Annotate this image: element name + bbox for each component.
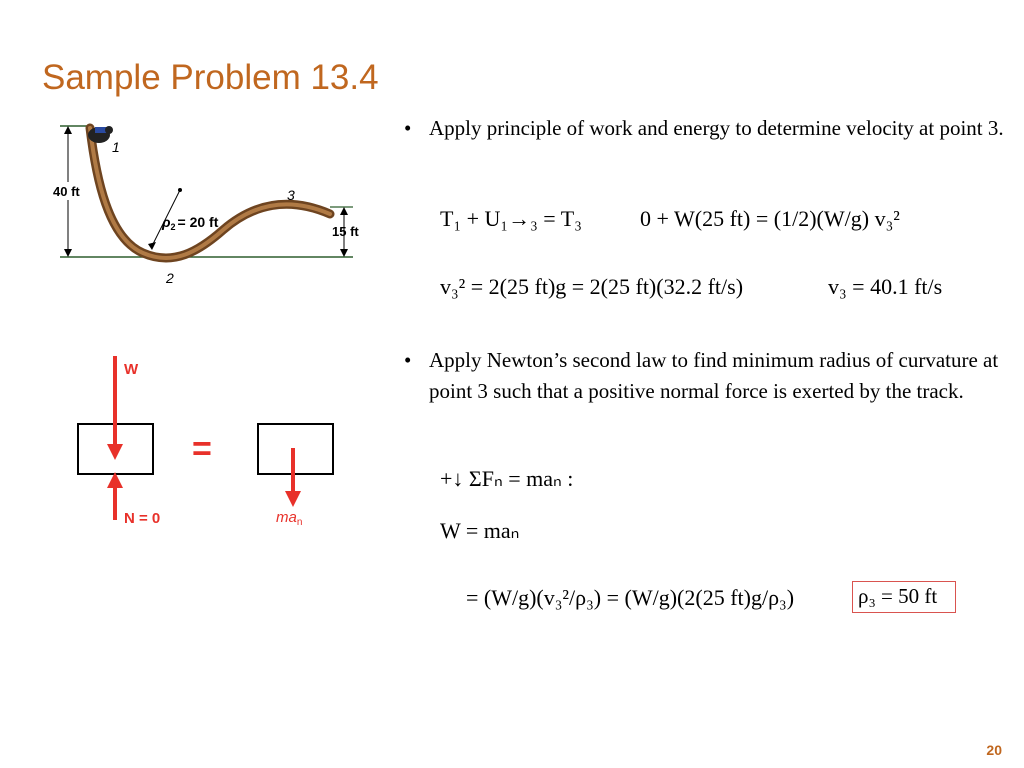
equation-text: T₁ + U₁→₃ = T₃ xyxy=(440,206,582,231)
bullet-text: Apply Newton’s second law to find minimum radius of curvature at point 3 such that a positive normal force is exerted by the track. xyxy=(429,348,999,403)
free-body-diagram xyxy=(60,348,350,533)
weight-label: W xyxy=(124,361,139,378)
inertia-arrow xyxy=(285,491,301,507)
equation-v3-squared xyxy=(440,274,743,300)
bullet-work-energy xyxy=(404,113,1009,144)
point-1-label: 1 xyxy=(112,139,120,155)
equation-text: = (W/g)(v₃²/ρ₃) = (W/g)(2(25 ft)g/ρ₃) xyxy=(466,585,795,610)
equation-work-energy xyxy=(440,206,582,232)
rise-label: 15 ft xyxy=(332,224,359,239)
normal-label: N = 0 xyxy=(124,510,161,527)
inertia-label: $ma_n$ xyxy=(276,509,303,528)
radius-label: $\rho_2 = 20$ ft xyxy=(162,214,219,232)
height-label: 40 ft xyxy=(53,184,80,199)
equation-text: v₃² = 2(25 ft)g = 2(25 ft)(32.2 ft/s) xyxy=(440,274,744,299)
equation-text: W = maₙ xyxy=(440,518,520,543)
equation-text: v₃ = 40.1 ft/s xyxy=(828,274,943,299)
point-3-label: 3 xyxy=(287,187,295,203)
equation-text: ρ₃ = 50 ft xyxy=(858,584,938,608)
answer-text xyxy=(858,584,937,609)
equation-newton xyxy=(440,466,573,492)
slide-title: Sample Problem 13.4 xyxy=(42,58,379,97)
equation-text: 0 + W(25 ft) = (1/2)(W/g) v₃² xyxy=(640,206,900,231)
point-2-label: 2 xyxy=(166,270,174,286)
page-number: 20 xyxy=(986,742,1002,758)
equation-rho xyxy=(466,585,794,611)
roller-coaster-diagram xyxy=(48,118,378,288)
equation-work-energy-sub xyxy=(640,206,900,232)
bullet-newton xyxy=(404,345,1009,407)
bullet-symbol: • xyxy=(404,348,412,372)
bullet-text: Apply principle of work and energy to determine velocity at point 3. xyxy=(429,116,1004,140)
equation-text: +↓ ΣFₙ = maₙ : xyxy=(440,466,574,491)
equals-sign: = xyxy=(192,430,212,468)
bullet-symbol: • xyxy=(404,116,412,140)
body-box-right xyxy=(258,424,333,474)
equation-newton-2 xyxy=(440,518,519,544)
equation-v3-result xyxy=(828,274,942,300)
